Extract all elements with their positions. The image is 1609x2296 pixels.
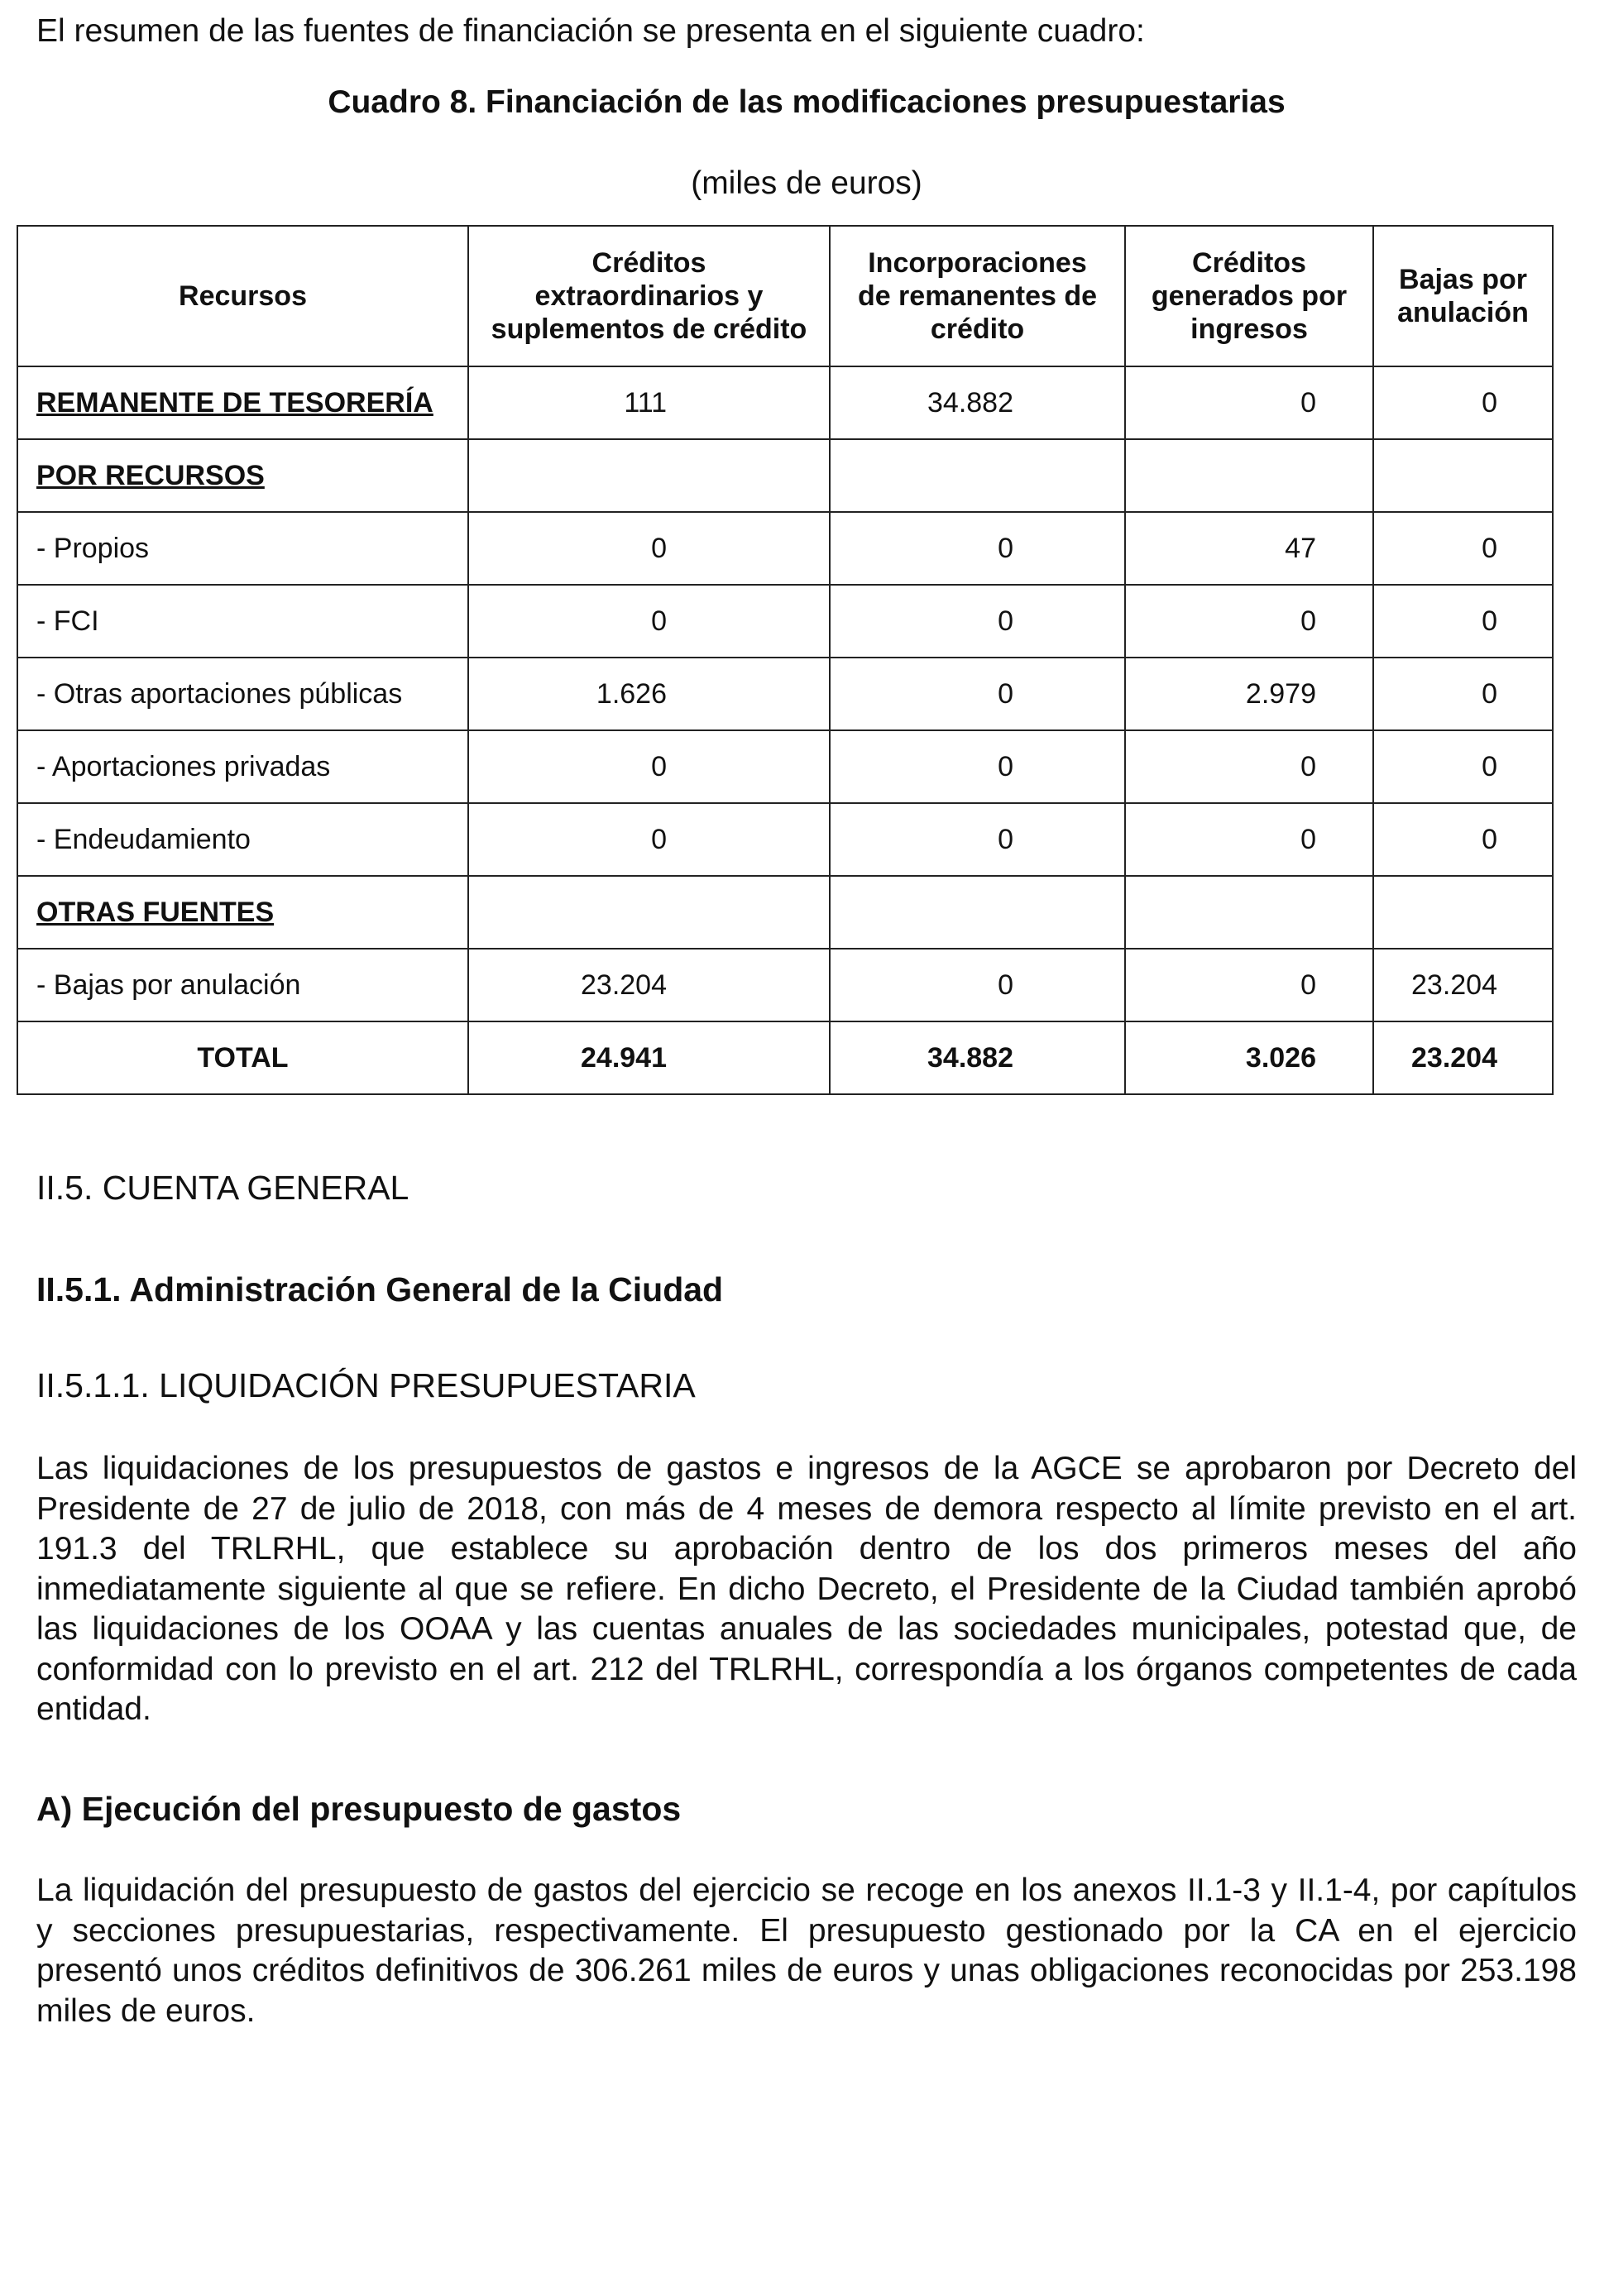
header-creditos-generados: Créditos generados por ingresos <box>1125 226 1373 366</box>
cell-value: 23.204 <box>1373 949 1553 1021</box>
header-creditos-extraordinarios: Créditos extraordinarios y suplementos de crédito <box>468 226 830 366</box>
cell-value <box>1373 439 1553 512</box>
table-row <box>17 366 1553 439</box>
cell-value: 0 <box>830 512 1125 585</box>
table-row <box>17 803 1553 876</box>
cell-value <box>468 876 830 949</box>
cell-value: 0 <box>830 658 1125 730</box>
table-row <box>17 439 1553 512</box>
table-units: (miles de euros) <box>691 165 922 201</box>
cell-value: 0 <box>468 803 830 876</box>
paragraph-liquidacion: Las liquidaciones de los presupuestos de gastos e ingresos de la AGCE se aprobaron por Decreto del Presidente de 27 de julio de 2018, con más de 4 meses de demora respecto al límite previsto en el art. 191.3 del TRLRHL, que establece su aprobación dentro de los dos primeros meses del año inmediatamente siguiente al que se refiere. En dicho Decreto, el Presidente de la Ciudad también aprobó las liquidaciones de los OOAA y las cuentas anuales de las sociedades municipales, potestad que, de conformidad con lo previsto en el art. 212 del TRLRHL, correspondía a los órganos competentes de cada entidad. <box>36 1451 1577 1727</box>
row-label: OTRAS FUENTES <box>17 876 468 949</box>
cell-value: 1.626 <box>468 658 830 730</box>
cell-value: 0 <box>1373 366 1553 439</box>
cell-value: 0 <box>468 512 830 585</box>
row-label: - Otras aportaciones públicas <box>17 658 468 730</box>
header-recursos: Recursos <box>17 226 468 366</box>
subsubsection-title: II.5.1.1. LIQUIDACIÓN PRESUPUESTARIA <box>36 1366 696 1404</box>
cell-value: 47 <box>1125 512 1373 585</box>
cell-value: 0 <box>830 730 1125 803</box>
table-total-row <box>17 1021 1553 1094</box>
cell-value: 0 <box>830 803 1125 876</box>
paragraph-ejecucion-gastos: La liquidación del presupuesto de gastos del ejercicio se recoge en los anexos II.1-3 y II.1-4, por capítulos y secciones presupuestarias, respectivamente. El presupuesto gestionado por la CA en el ejercicio presentó unos créditos definitivos de 306.261 miles de euros y unas obligaciones reconocidas por 253.198 miles de euros. <box>36 1873 1577 2029</box>
intro-text: El resumen de las fuentes de financiación se presenta en el siguiente cuadro: <box>36 13 1145 49</box>
row-label: - FCI <box>17 585 468 658</box>
total-value: 34.882 <box>830 1021 1125 1094</box>
table-title: Cuadro 8. Financiación de las modificaciones presupuestarias <box>328 84 1286 120</box>
total-value: 3.026 <box>1125 1021 1373 1094</box>
cell-value: 0 <box>468 585 830 658</box>
cell-value <box>830 876 1125 949</box>
cell-value: 0 <box>1125 730 1373 803</box>
cell-value <box>1373 876 1553 949</box>
table-header-row <box>17 226 1553 366</box>
subsection-title: II.5.1. Administración General de la Ciudad <box>36 1270 724 1308</box>
row-label: - Aportaciones privadas <box>17 730 468 803</box>
cell-value: 0 <box>1125 366 1373 439</box>
table-row <box>17 585 1553 658</box>
cell-value: 0 <box>1373 585 1553 658</box>
heading-ejecucion-gastos: A) Ejecución del presupuesto de gastos <box>36 1790 682 1828</box>
table-row <box>17 949 1553 1021</box>
row-label: - Endeudamiento <box>17 803 468 876</box>
row-label: REMANENTE DE TESORERÍA <box>17 366 468 439</box>
header-incorporaciones: Incorporaciones de remanentes de crédito <box>830 226 1125 366</box>
cell-value: 2.979 <box>1125 658 1373 730</box>
cell-value: 0 <box>1373 512 1553 585</box>
cell-value <box>830 439 1125 512</box>
cell-value <box>1125 439 1373 512</box>
cell-value: 0 <box>830 585 1125 658</box>
total-label: TOTAL <box>17 1021 468 1094</box>
cell-value: 0 <box>1125 585 1373 658</box>
table-row <box>17 730 1553 803</box>
financing-table <box>17 225 1554 1095</box>
total-value: 23.204 <box>1373 1021 1553 1094</box>
cell-value: 0 <box>1373 730 1553 803</box>
table-row <box>17 512 1553 585</box>
row-label: - Propios <box>17 512 468 585</box>
cell-value: 23.204 <box>468 949 830 1021</box>
section-title: II.5. CUENTA GENERAL <box>36 1169 409 1207</box>
table-row <box>17 658 1553 730</box>
header-bajas-anulacion: Bajas por anulación <box>1373 226 1553 366</box>
cell-value: 0 <box>468 730 830 803</box>
cell-value: 0 <box>1373 803 1553 876</box>
cell-value <box>468 439 830 512</box>
row-label: POR RECURSOS <box>17 439 468 512</box>
cell-value: 0 <box>1125 803 1373 876</box>
total-value: 24.941 <box>468 1021 830 1094</box>
cell-value: 111 <box>468 366 830 439</box>
cell-value: 0 <box>830 949 1125 1021</box>
table-row <box>17 876 1553 949</box>
cell-value: 0 <box>1125 949 1373 1021</box>
cell-value: 34.882 <box>830 366 1125 439</box>
cell-value <box>1125 876 1373 949</box>
cell-value: 0 <box>1373 658 1553 730</box>
row-label: - Bajas por anulación <box>17 949 468 1021</box>
